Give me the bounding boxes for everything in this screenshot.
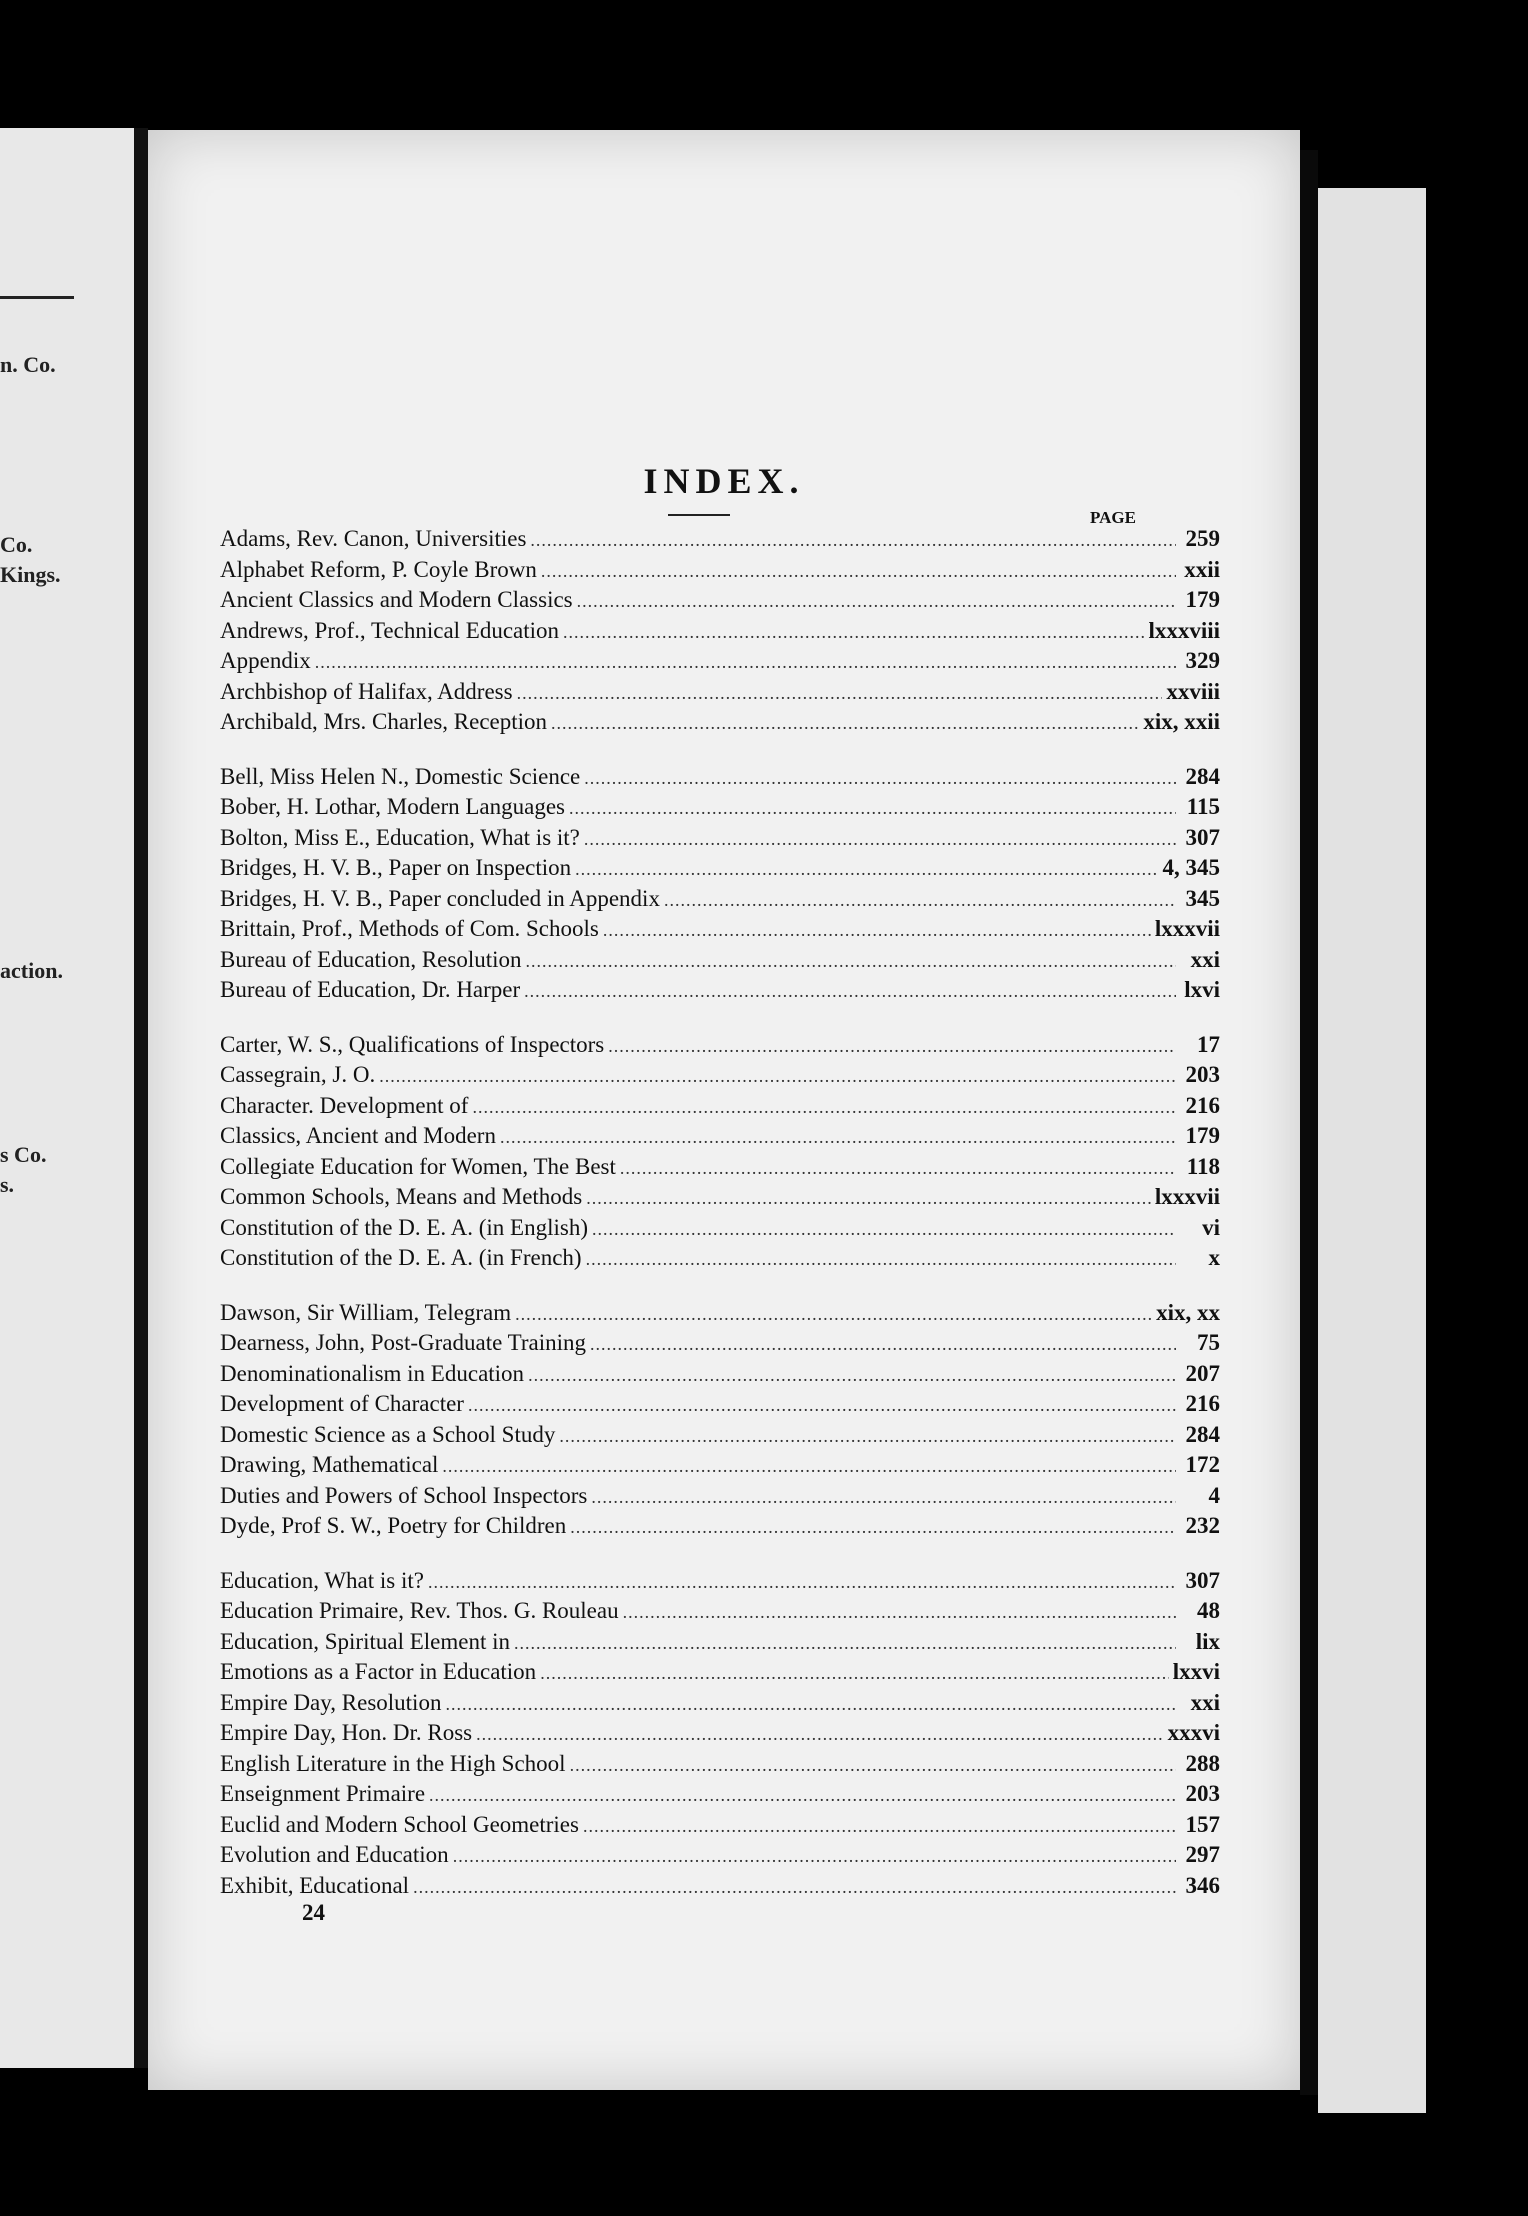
entry-page: lxxxvii bbox=[1154, 1184, 1220, 1209]
index-entry bbox=[220, 1093, 1220, 1124]
index-entry bbox=[220, 1300, 1220, 1331]
index-entry bbox=[220, 1598, 1220, 1629]
entry-title: Ancient Classics and Modern Classics bbox=[220, 587, 573, 612]
left-spine bbox=[134, 128, 148, 2068]
index-group bbox=[220, 1568, 1220, 1904]
index-group bbox=[220, 526, 1220, 740]
entry-title: Bureau of Education, Resolution bbox=[220, 946, 522, 972]
entry-page: 307 bbox=[1185, 1567, 1220, 1593]
index-entry bbox=[220, 587, 1220, 618]
entry-page: 48 bbox=[1197, 1598, 1220, 1623]
index-entry bbox=[220, 648, 1220, 679]
entry-title: Constitution of the D. E. A. (in French) bbox=[220, 1245, 582, 1270]
dot-leader bbox=[620, 1158, 1176, 1179]
entry-page: xxviii bbox=[1166, 678, 1220, 704]
entry-page: 284 bbox=[1185, 1421, 1220, 1447]
entry-page: 216 bbox=[1185, 1092, 1220, 1118]
entry-title: Exhibit, Educational bbox=[220, 1872, 410, 1898]
entry-title: Bell, Miss Helen N., Domestic Science bbox=[220, 763, 581, 789]
entry-title: Collegiate Education for Women, The Best bbox=[220, 1153, 616, 1179]
index-entry bbox=[220, 1751, 1220, 1782]
entry-title: Bureau of Education, Dr. Harper bbox=[220, 977, 521, 1002]
dot-leader bbox=[563, 622, 1144, 643]
entry-page: lxxvi bbox=[1172, 1659, 1220, 1684]
dot-leader bbox=[590, 1334, 1176, 1355]
index-entry bbox=[220, 1629, 1220, 1660]
entry-title: Education Primaire, Rev. Thos. G. Rouleau bbox=[220, 1598, 619, 1623]
right-spine bbox=[1300, 150, 1318, 2095]
entry-page: 172 bbox=[1185, 1452, 1220, 1477]
index-entry bbox=[220, 825, 1220, 856]
index-entry bbox=[220, 1123, 1220, 1154]
index-group bbox=[220, 1300, 1220, 1544]
index-entry bbox=[220, 1483, 1220, 1514]
entry-page: 179 bbox=[1185, 587, 1220, 612]
page-column-header: PAGE bbox=[1090, 508, 1136, 527]
entry-page: 115 bbox=[1186, 794, 1220, 819]
entry-title: Drawing, Mathematical bbox=[220, 1452, 439, 1477]
index-entry bbox=[220, 1659, 1220, 1690]
dot-leader bbox=[517, 683, 1163, 704]
dot-leader bbox=[586, 1249, 1176, 1270]
entry-title: Bridges, H. V. B., Paper on Inspection bbox=[220, 855, 572, 880]
entry-page: x bbox=[1208, 1245, 1220, 1270]
page-number: 24 bbox=[302, 1900, 325, 1925]
index-entry bbox=[220, 1391, 1220, 1422]
dot-leader bbox=[468, 1395, 1176, 1416]
entry-page: 17 bbox=[1197, 1031, 1220, 1057]
page-title: INDEX. bbox=[643, 461, 805, 501]
title-rule bbox=[668, 514, 730, 516]
entry-title: Character. Development of bbox=[220, 1092, 469, 1118]
dot-leader bbox=[442, 1456, 1176, 1477]
dot-leader bbox=[540, 1663, 1169, 1684]
left-page-fragment: n. Co. bbox=[0, 352, 56, 377]
dot-leader bbox=[514, 1633, 1176, 1654]
entry-title: Empire Day, Hon. Dr. Ross bbox=[220, 1720, 473, 1745]
entry-title: Bober, H. Lothar, Modern Languages bbox=[220, 794, 565, 819]
entry-page: 259 bbox=[1185, 526, 1220, 551]
index-entry bbox=[220, 557, 1220, 588]
dot-leader bbox=[428, 1572, 1176, 1593]
entry-title: Dawson, Sir William, Telegram bbox=[220, 1299, 512, 1325]
index-entry bbox=[220, 916, 1220, 947]
index-entry bbox=[220, 977, 1220, 1008]
entry-page: 232 bbox=[1185, 1513, 1220, 1538]
left-page-rule bbox=[0, 296, 74, 299]
entry-page: 4 bbox=[1208, 1482, 1220, 1508]
entry-page: 345 bbox=[1185, 885, 1220, 911]
index-entry bbox=[220, 1062, 1220, 1093]
entry-page: 297 bbox=[1185, 1842, 1220, 1867]
entry-page: 4, 345 bbox=[1162, 855, 1220, 880]
entry-title: Archbishop of Halifax, Address bbox=[220, 678, 513, 704]
entry-title: Archibald, Mrs. Charles, Reception bbox=[220, 709, 548, 734]
index-entry bbox=[220, 1720, 1220, 1751]
entry-page: xix, xxii bbox=[1143, 709, 1220, 734]
entry-title: Andrews, Prof., Technical Education bbox=[220, 617, 560, 643]
index-entry bbox=[220, 1215, 1220, 1246]
index-entry bbox=[220, 764, 1220, 795]
dot-leader bbox=[623, 1602, 1176, 1623]
entry-title: Brittain, Prof., Methods of Com. Schools bbox=[220, 916, 599, 941]
index-entry bbox=[220, 1568, 1220, 1599]
dot-leader bbox=[445, 1694, 1176, 1715]
entry-page: 346 bbox=[1185, 1872, 1220, 1898]
dot-leader bbox=[592, 1219, 1176, 1240]
entry-title: Duties and Powers of School Inspectors bbox=[220, 1482, 588, 1508]
entry-title: Constitution of the D. E. A. (in English) bbox=[220, 1214, 588, 1240]
entry-page: 207 bbox=[1185, 1360, 1220, 1386]
dot-leader bbox=[583, 1816, 1176, 1837]
dot-leader bbox=[586, 1188, 1151, 1209]
entry-title: Development of Character bbox=[220, 1391, 464, 1416]
index-entry bbox=[220, 709, 1220, 740]
index-entry bbox=[220, 1245, 1220, 1276]
entry-page: 216 bbox=[1185, 1391, 1220, 1416]
index-entry bbox=[220, 1330, 1220, 1361]
entry-title: Carter, W. S., Qualifications of Inspectors bbox=[220, 1031, 605, 1057]
dot-leader bbox=[608, 1036, 1176, 1057]
entry-title: Enseignment Primaire bbox=[220, 1781, 426, 1806]
index-group bbox=[220, 1032, 1220, 1276]
entry-title: Dyde, Prof S. W., Poetry for Children bbox=[220, 1513, 567, 1538]
entry-page: xxi bbox=[1190, 946, 1220, 972]
entry-page: 75 bbox=[1197, 1330, 1220, 1355]
entry-title: Classics, Ancient and Modern bbox=[220, 1123, 496, 1148]
dot-leader bbox=[472, 1097, 1176, 1118]
dot-leader bbox=[603, 920, 1151, 941]
entry-title: Bolton, Miss E., Education, What is it? bbox=[220, 824, 580, 850]
entry-page: 118 bbox=[1186, 1153, 1220, 1179]
entry-page: xxii bbox=[1184, 556, 1220, 582]
dot-leader bbox=[315, 652, 1176, 673]
entry-page: xix, xx bbox=[1156, 1299, 1220, 1325]
index-entry bbox=[220, 1361, 1220, 1392]
index-entry bbox=[220, 1781, 1220, 1812]
entry-title: Evolution and Education bbox=[220, 1842, 449, 1867]
entry-page: 203 bbox=[1185, 1781, 1220, 1806]
dot-leader bbox=[524, 981, 1176, 1002]
entry-page: 329 bbox=[1185, 648, 1220, 673]
right-page-edge bbox=[1318, 188, 1426, 2113]
index-entry bbox=[220, 679, 1220, 710]
index-entry bbox=[220, 1452, 1220, 1483]
dot-leader bbox=[476, 1724, 1163, 1745]
left-page-fragment: Kings. bbox=[0, 562, 61, 587]
left-page-edge bbox=[0, 128, 140, 2068]
entry-title: Adams, Rev. Canon, Universities bbox=[220, 526, 527, 551]
entry-title: Cassegrain, J. O. bbox=[220, 1062, 376, 1087]
entry-page: lxxxvii bbox=[1154, 916, 1220, 941]
dot-leader bbox=[591, 1487, 1176, 1508]
entry-title: Domestic Science as a School Study bbox=[220, 1421, 556, 1447]
entry-page: 284 bbox=[1185, 763, 1220, 789]
dot-leader bbox=[584, 768, 1176, 789]
index-entry bbox=[220, 618, 1220, 649]
index-entry bbox=[220, 1690, 1220, 1721]
left-page-fragment: Co. bbox=[0, 532, 33, 557]
dot-leader bbox=[530, 530, 1176, 551]
entry-page: lix bbox=[1195, 1628, 1220, 1654]
left-page-fragment: s. bbox=[0, 1172, 15, 1197]
dot-leader bbox=[570, 1517, 1176, 1538]
entry-title: Bridges, H. V. B., Paper concluded in Appendix bbox=[220, 885, 660, 911]
dot-leader bbox=[515, 1304, 1152, 1325]
index-entry bbox=[220, 526, 1220, 557]
index-entry bbox=[220, 1422, 1220, 1453]
entry-page: 203 bbox=[1185, 1062, 1220, 1087]
entry-page: 179 bbox=[1185, 1123, 1220, 1148]
dot-leader bbox=[429, 1785, 1176, 1806]
entry-title: Euclid and Modern School Geometries bbox=[220, 1811, 579, 1837]
dot-leader bbox=[413, 1877, 1176, 1898]
index-entry bbox=[220, 947, 1220, 978]
dot-leader bbox=[379, 1066, 1176, 1087]
dot-leader bbox=[528, 1365, 1176, 1386]
left-page-fragment: s Co. bbox=[0, 1142, 47, 1167]
dot-leader bbox=[577, 591, 1176, 612]
entry-title: Alphabet Reform, P. Coyle Brown bbox=[220, 556, 537, 582]
entry-page: lxvi bbox=[1184, 977, 1220, 1002]
entry-title: Education, Spiritual Element in bbox=[220, 1628, 510, 1654]
index-entry bbox=[220, 1842, 1220, 1873]
entry-page: xxi bbox=[1190, 1689, 1220, 1715]
dot-leader bbox=[584, 829, 1176, 850]
index-entry bbox=[220, 1032, 1220, 1063]
dot-leader bbox=[453, 1846, 1176, 1867]
index-entry bbox=[220, 855, 1220, 886]
index-group bbox=[220, 764, 1220, 1008]
left-page-fragment: action. bbox=[0, 958, 63, 983]
dot-leader bbox=[551, 713, 1139, 734]
index-entry bbox=[220, 886, 1220, 917]
dot-leader bbox=[559, 1426, 1176, 1447]
dot-leader bbox=[526, 951, 1177, 972]
entry-page: 157 bbox=[1185, 1811, 1220, 1837]
index-entry bbox=[220, 1873, 1220, 1904]
dot-leader bbox=[541, 561, 1176, 582]
entry-title: Empire Day, Resolution bbox=[220, 1689, 442, 1715]
index-entries bbox=[220, 526, 1220, 1927]
index-entry bbox=[220, 1154, 1220, 1185]
entry-title: Denominationalism in Education bbox=[220, 1360, 525, 1386]
entry-page: 288 bbox=[1185, 1750, 1220, 1776]
entry-title: Dearness, John, Post-Graduate Training bbox=[220, 1330, 587, 1355]
dot-leader bbox=[575, 859, 1158, 880]
entry-title: English Literature in the High School bbox=[220, 1750, 566, 1776]
index-entry bbox=[220, 1513, 1220, 1544]
entry-page: xxxvi bbox=[1167, 1720, 1220, 1745]
dot-leader bbox=[569, 798, 1176, 819]
index-page bbox=[148, 130, 1300, 2090]
dot-leader bbox=[500, 1127, 1176, 1148]
index-entry bbox=[220, 1812, 1220, 1843]
entry-page: 307 bbox=[1185, 824, 1220, 850]
entry-page: lxxxviii bbox=[1148, 617, 1220, 643]
entry-title: Appendix bbox=[220, 648, 311, 673]
index-entry bbox=[220, 794, 1220, 825]
entry-title: Emotions as a Factor in Education bbox=[220, 1659, 537, 1684]
entry-title: Education, What is it? bbox=[220, 1567, 424, 1593]
dot-leader bbox=[570, 1755, 1176, 1776]
dot-leader bbox=[664, 890, 1176, 911]
entry-title: Common Schools, Means and Methods bbox=[220, 1184, 583, 1209]
entry-page: vi bbox=[1202, 1214, 1220, 1240]
index-entry bbox=[220, 1184, 1220, 1215]
